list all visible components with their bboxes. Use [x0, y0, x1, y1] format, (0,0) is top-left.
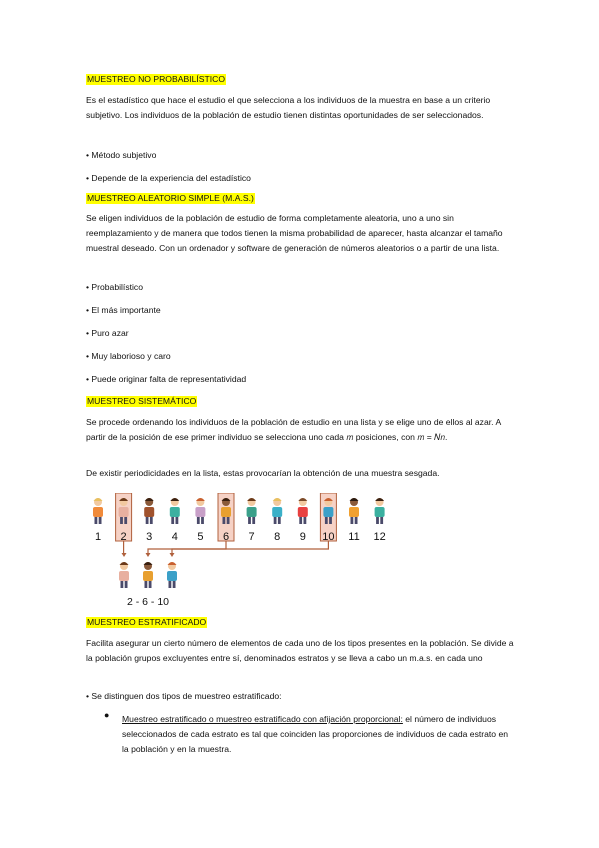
- person-8-body: [272, 507, 282, 517]
- person-8-hair: [273, 498, 282, 501]
- bullet-dos-tipos: • Se distinguen dos tipos de muestreo estratificado:: [86, 691, 282, 701]
- person-7-body: [247, 507, 257, 517]
- bullet-falta-representatividad: • Puede originar falta de representatividad: [86, 374, 247, 384]
- person-3-right-leg: [150, 517, 153, 524]
- position-label-11: 11: [348, 531, 360, 543]
- arrow-10: [170, 553, 175, 557]
- bullet-probabilistico: • Probabilístico: [86, 282, 143, 292]
- paragraph-no-probabilistico: Es el estadístico que hace el estudio el que selecciona a los individuos de la muestra en base a un criterio subjetivo. Los individuos de la población de estudio tienen distintas oportunidades de ser seleccionados.: [86, 95, 491, 120]
- person-1-hair: [94, 498, 103, 501]
- person-6-left-leg: [223, 517, 226, 524]
- person-2-body: [119, 507, 129, 517]
- person-10-left-leg: [325, 517, 328, 524]
- paragraph-sistematico: Se procede ordenando los individuos de la población de estudio en una lista y se elige uno de ellos al azar. A partir de la posición de ese primer individuo se selecciona uno cada 𝑚 posiciones, con 𝑚 = 𝑁𝑛.: [86, 417, 501, 442]
- position-label-2: 2: [120, 531, 127, 543]
- person-1-body: [93, 507, 103, 517]
- sample-person-2-left-leg: [121, 581, 124, 588]
- sample-person-2-body: [119, 571, 129, 581]
- heading-muestreo-sistematico: MUESTREO SISTEMÁTICO: [87, 396, 197, 406]
- person-3-left-leg: [146, 517, 149, 524]
- paragraph-mas: Se eligen individuos de la población de estudio de forma completamente aleatoria, uno a uno sin reemplazamiento y de manera que todos tienen la misma probabilidad de aparecer, hasta alcanzar el tamaño muestral deseado. Con un ordenador y software de generación de números aleatorios o a partir de una lista.: [86, 213, 503, 253]
- sub-bullet-term: Muestreo estratificado o muestreo estratificado con afijación proporcional:: [122, 714, 403, 724]
- bullet-puro-azar: • Puro azar: [86, 328, 129, 338]
- person-12-right-leg: [380, 517, 383, 524]
- person-12-left-leg: [376, 517, 379, 524]
- person-1-right-leg: [99, 517, 102, 524]
- person-1-left-leg: [95, 517, 98, 524]
- person-2-right-leg: [124, 517, 127, 524]
- person-9-right-leg: [304, 517, 307, 524]
- position-label-7: 7: [248, 531, 255, 543]
- person-11-left-leg: [351, 517, 354, 524]
- sub-bullet-afijacion-proporcional: [122, 712, 516, 757]
- person-7-left-leg: [248, 517, 251, 524]
- person-9-left-leg: [299, 517, 302, 524]
- person-7-hair: [247, 498, 256, 501]
- person-4-right-leg: [176, 517, 179, 524]
- heading-muestreo-estratificado: MUESTREO ESTRATIFICADO: [87, 617, 207, 627]
- person-10-body: [323, 507, 333, 517]
- position-label-1: 1: [94, 531, 102, 543]
- bullet-experiencia-estadistico: • Depende de la experiencia del estadístico: [86, 173, 251, 183]
- person-4-left-leg: [171, 517, 174, 524]
- sample-label: 2 - 6 - 10: [126, 596, 170, 608]
- person-5-hair: [196, 498, 205, 501]
- sample-person-6-left-leg: [145, 581, 148, 588]
- person-3-body: [144, 507, 154, 517]
- paragraph-periodicidades: De existir periodicidades en la lista, estas provocarían la obtención de una muestra sesgada.: [86, 468, 440, 478]
- person-12-hair: [375, 498, 384, 501]
- person-9-body: [298, 507, 308, 517]
- person-3-hair: [145, 498, 154, 501]
- bullet-mas-importante: • El más importante: [86, 305, 161, 315]
- person-4-hair: [170, 498, 179, 501]
- systematic-sampling-figure: [88, 493, 388, 613]
- arrow-6: [146, 553, 151, 557]
- person-6-right-leg: [227, 517, 230, 524]
- heading-muestreo-aleatorio-simple: MUESTREO ALEATORIO SIMPLE (M.A.S.): [87, 193, 254, 203]
- position-label-10: 10: [322, 531, 335, 543]
- sample-person-10-body: [167, 571, 177, 581]
- position-label-9: 9: [299, 531, 306, 543]
- sample-person-10-hair: [168, 562, 177, 565]
- bullet-metodo-subjetivo: • Método subjetivo: [86, 150, 157, 160]
- sample-person-6-hair: [144, 562, 153, 565]
- sample-person-10-right-leg: [173, 581, 176, 588]
- position-label-8: 8: [274, 531, 281, 543]
- person-5-left-leg: [197, 517, 200, 524]
- person-2-left-leg: [120, 517, 123, 524]
- person-6-body: [221, 507, 231, 517]
- heading-muestreo-no-probabilistico: MUESTREO NO PROBABILÍSTICO: [87, 74, 225, 84]
- person-7-right-leg: [252, 517, 255, 524]
- person-12-body: [375, 507, 385, 517]
- bullet-dot-icon: ●: [104, 710, 110, 720]
- person-8-left-leg: [274, 517, 277, 524]
- connector-6: [148, 541, 226, 555]
- person-11-right-leg: [355, 517, 358, 524]
- person-9-hair: [298, 498, 307, 501]
- person-8-right-leg: [278, 517, 281, 524]
- sub-bullet-definition: el número de individuos seleccionados de cada estrato es tal que coinciden las proporciones de individuos de cada estrato en la población y en la muestra.: [122, 714, 509, 754]
- position-label-3: 3: [146, 531, 153, 543]
- position-label-4: 4: [171, 531, 178, 543]
- position-label-6: 6: [222, 531, 230, 543]
- position-label-12: 12: [373, 531, 386, 543]
- person-11-body: [349, 507, 359, 517]
- person-5-right-leg: [201, 517, 204, 524]
- connector-10: [172, 541, 328, 555]
- sample-person-2-hair: [120, 562, 129, 565]
- sample-person-6-body: [143, 571, 153, 581]
- bullet-laborioso-caro: • Muy laborioso y caro: [86, 351, 171, 361]
- person-4-body: [170, 507, 180, 517]
- position-label-5: 5: [197, 531, 204, 543]
- person-11-hair: [350, 498, 359, 501]
- sample-person-10-left-leg: [169, 581, 172, 588]
- person-5-body: [195, 507, 205, 517]
- paragraph-estratificado: Facilita asegurar un cierto número de elementos de cada uno de los tipos presentes en la población. Se divide a la población grupos excluyentes entre sí, denominados estratos y se lleva a cabo un m.a.s. en cada uno: [86, 638, 514, 663]
- sample-person-2-right-leg: [125, 581, 128, 588]
- arrow-2: [122, 553, 127, 557]
- person-10-right-leg: [329, 517, 332, 524]
- sample-person-6-right-leg: [149, 581, 152, 588]
